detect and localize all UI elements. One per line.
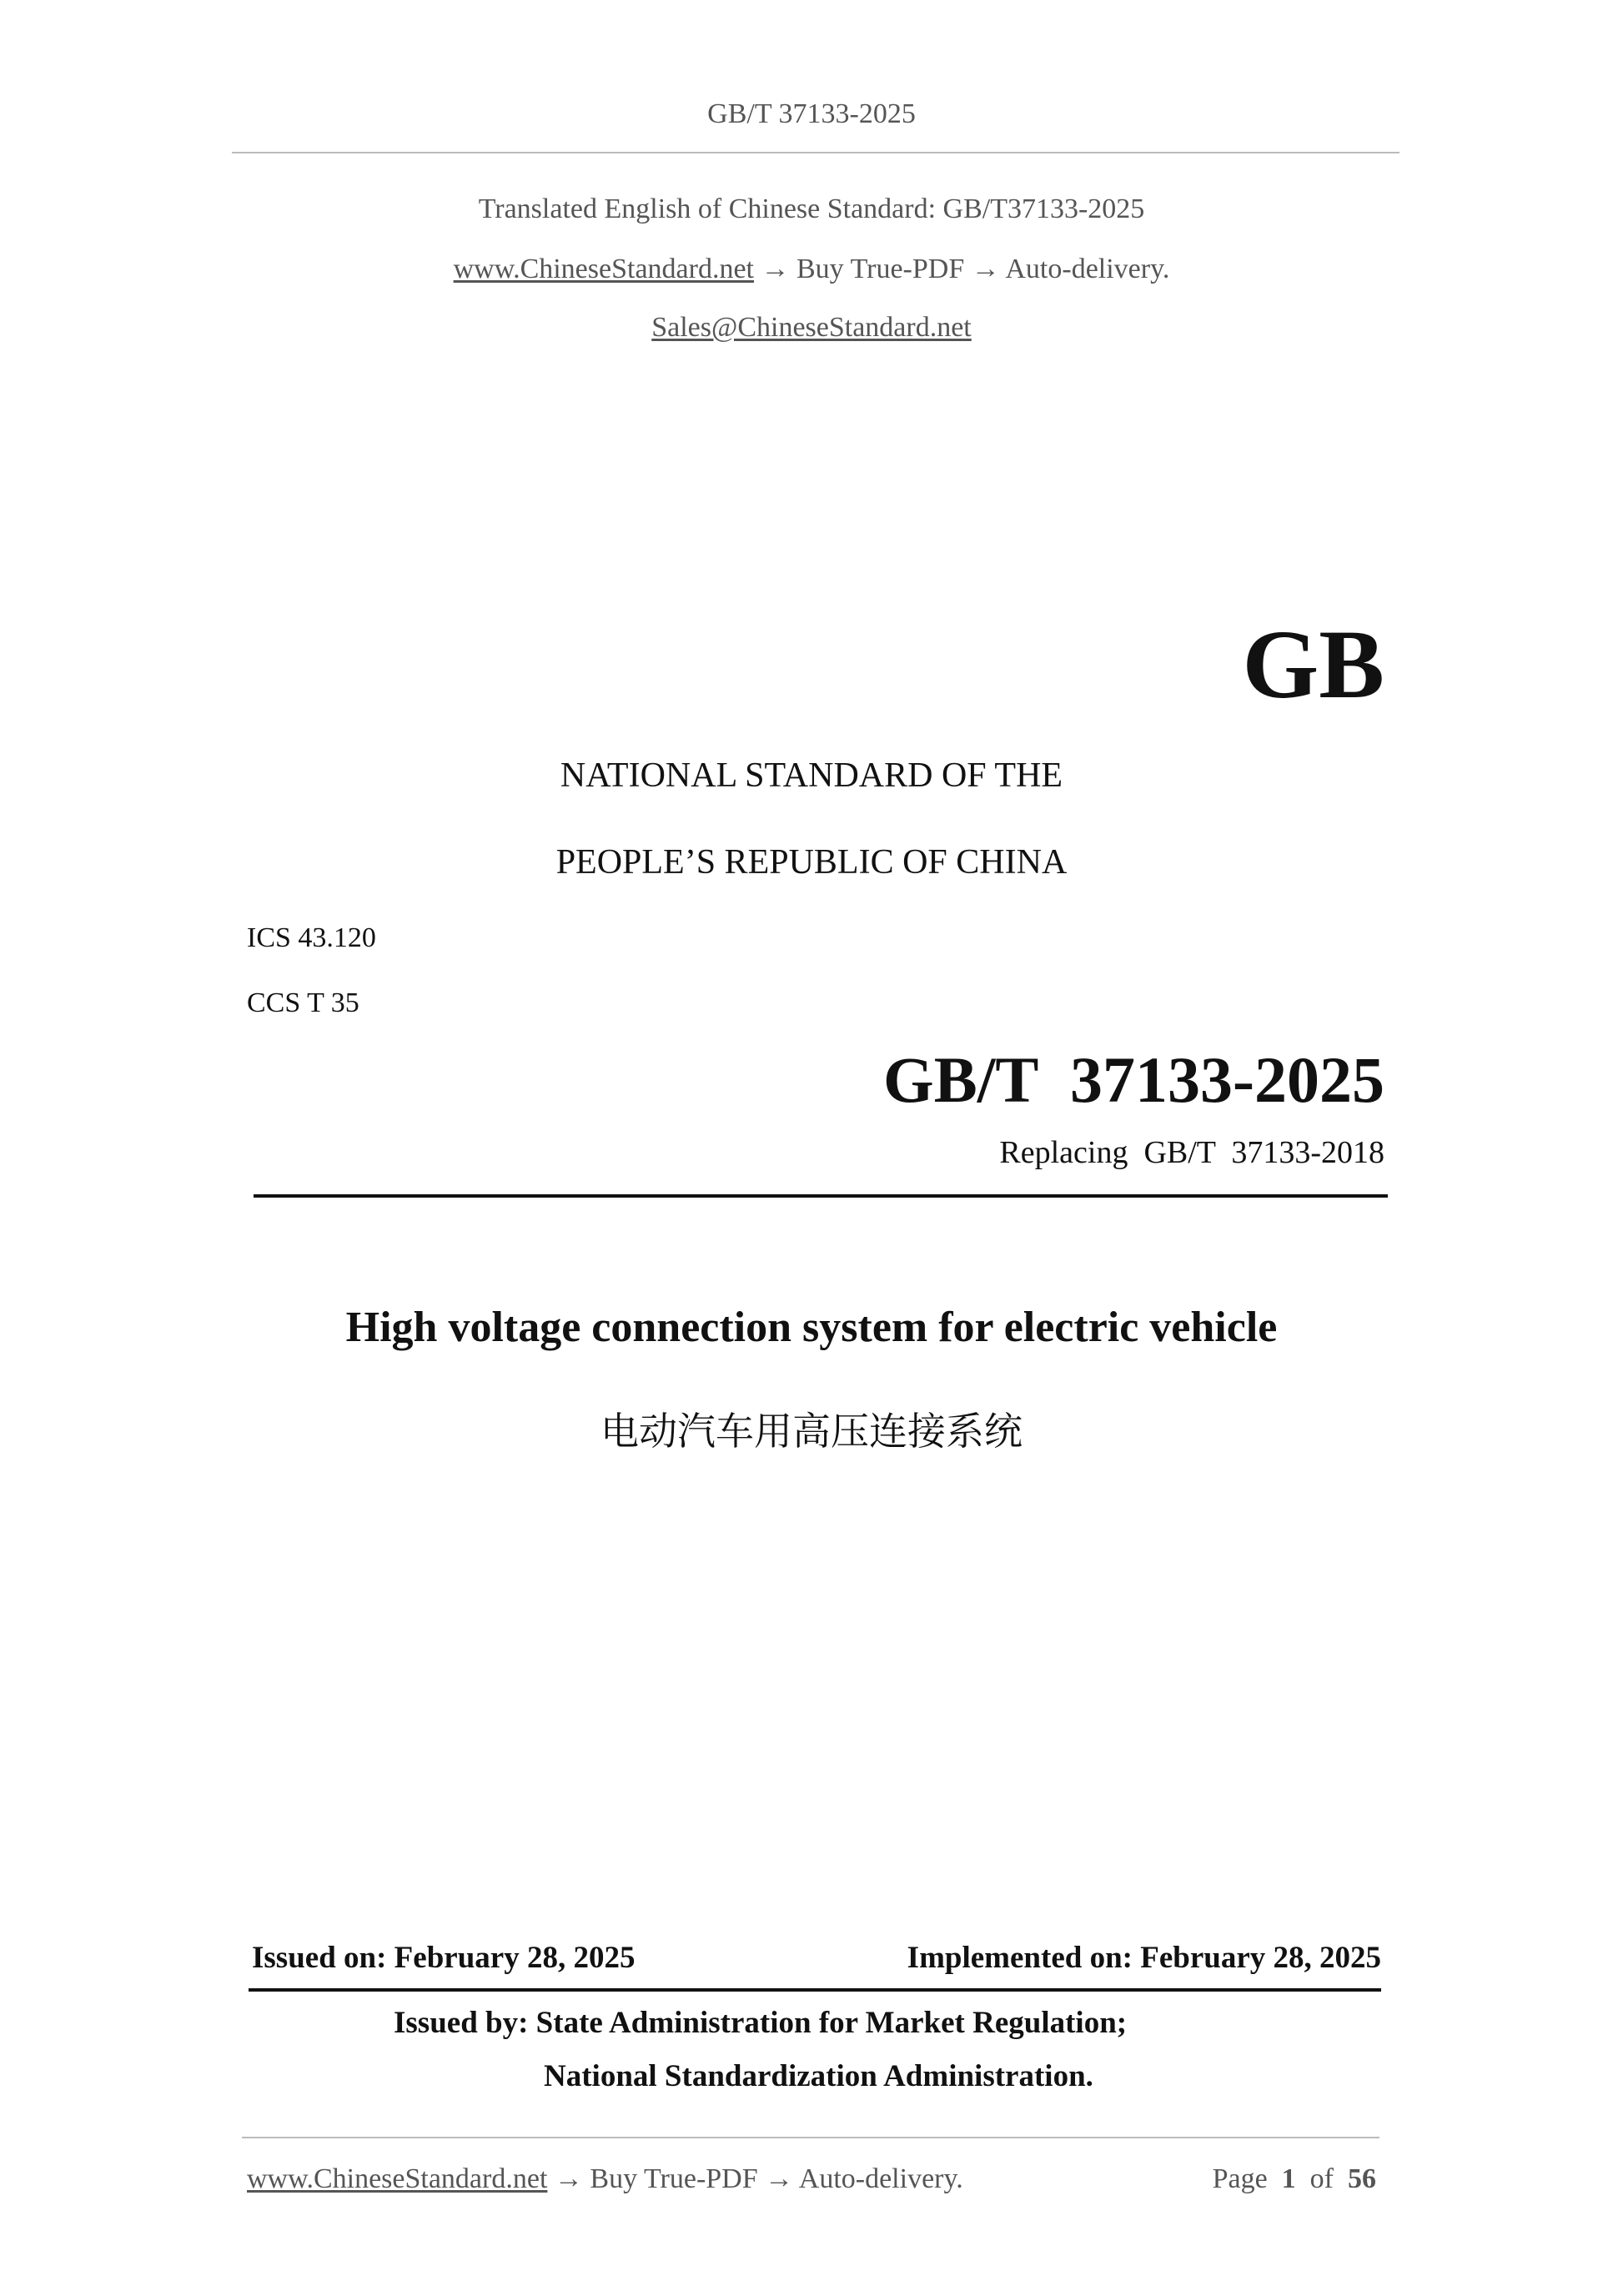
footer-delivery-text: Auto-delivery. <box>798 2163 963 2194</box>
title-english: High voltage connection system for electric vehicle <box>345 1304 1278 1351</box>
arrow-icon: → <box>971 254 1000 284</box>
dates-divider <box>249 1988 1381 1992</box>
standard-code: GB/T 37133-2025 <box>883 1043 1384 1116</box>
footer-website-link[interactable]: www.ChineseStandard.net <box>247 2163 548 2194</box>
ccs-code: CCS T 35 <box>247 987 359 1018</box>
gb-logo: GB <box>1242 610 1384 719</box>
replacing-code: Replacing GB/T 37133-2018 <box>999 1135 1384 1170</box>
national-standard-line1: NATIONAL STANDARD OF THE <box>560 756 1063 795</box>
header-divider <box>232 152 1399 153</box>
email-row <box>0 312 1623 344</box>
arrow-icon: → <box>765 2163 794 2194</box>
website-link[interactable]: www.ChineseStandard.net <box>453 254 754 284</box>
page-indicator <box>1213 2163 1376 2195</box>
buy-text: Buy True-PDF <box>796 254 965 284</box>
arrow-icon: → <box>761 254 790 284</box>
translation-notice: Translated English of Chinese Standard: GB/T37133-2025 <box>478 193 1145 224</box>
implemented-on: Implemented on: February 28, 2025 <box>907 1941 1381 1975</box>
ics-code: ICS 43.120 <box>247 922 376 953</box>
issued-by-line1: Issued by: State Administration for Market Regulation; <box>394 2006 1128 2040</box>
arrow-icon: → <box>554 2163 583 2194</box>
page-label: Page <box>1212 2163 1268 2194</box>
page-total: 56 <box>1348 2163 1376 2194</box>
code-divider <box>254 1194 1388 1198</box>
issued-by-line2: National Standardization Administration. <box>544 2059 1093 2093</box>
footer-promo <box>247 2163 963 2195</box>
of-label: of <box>1309 2163 1334 2194</box>
footer-divider <box>242 2137 1379 2138</box>
national-standard-line2: PEOPLE’S REPUBLIC OF CHINA <box>555 843 1068 882</box>
title-chinese: 电动汽车用高压连接系统 <box>600 1409 1023 1454</box>
promo-line <box>0 254 1623 285</box>
footer-buy-text: Buy True-PDF <box>590 2163 758 2194</box>
running-header: GB/T 37133-2025 <box>707 98 916 129</box>
delivery-text: Auto-delivery. <box>1005 254 1170 284</box>
email-link[interactable]: Sales@ChineseStandard.net <box>651 312 972 343</box>
page-number: 1 <box>1281 2163 1296 2194</box>
issued-on: Issued on: February 28, 2025 <box>252 1941 636 1975</box>
